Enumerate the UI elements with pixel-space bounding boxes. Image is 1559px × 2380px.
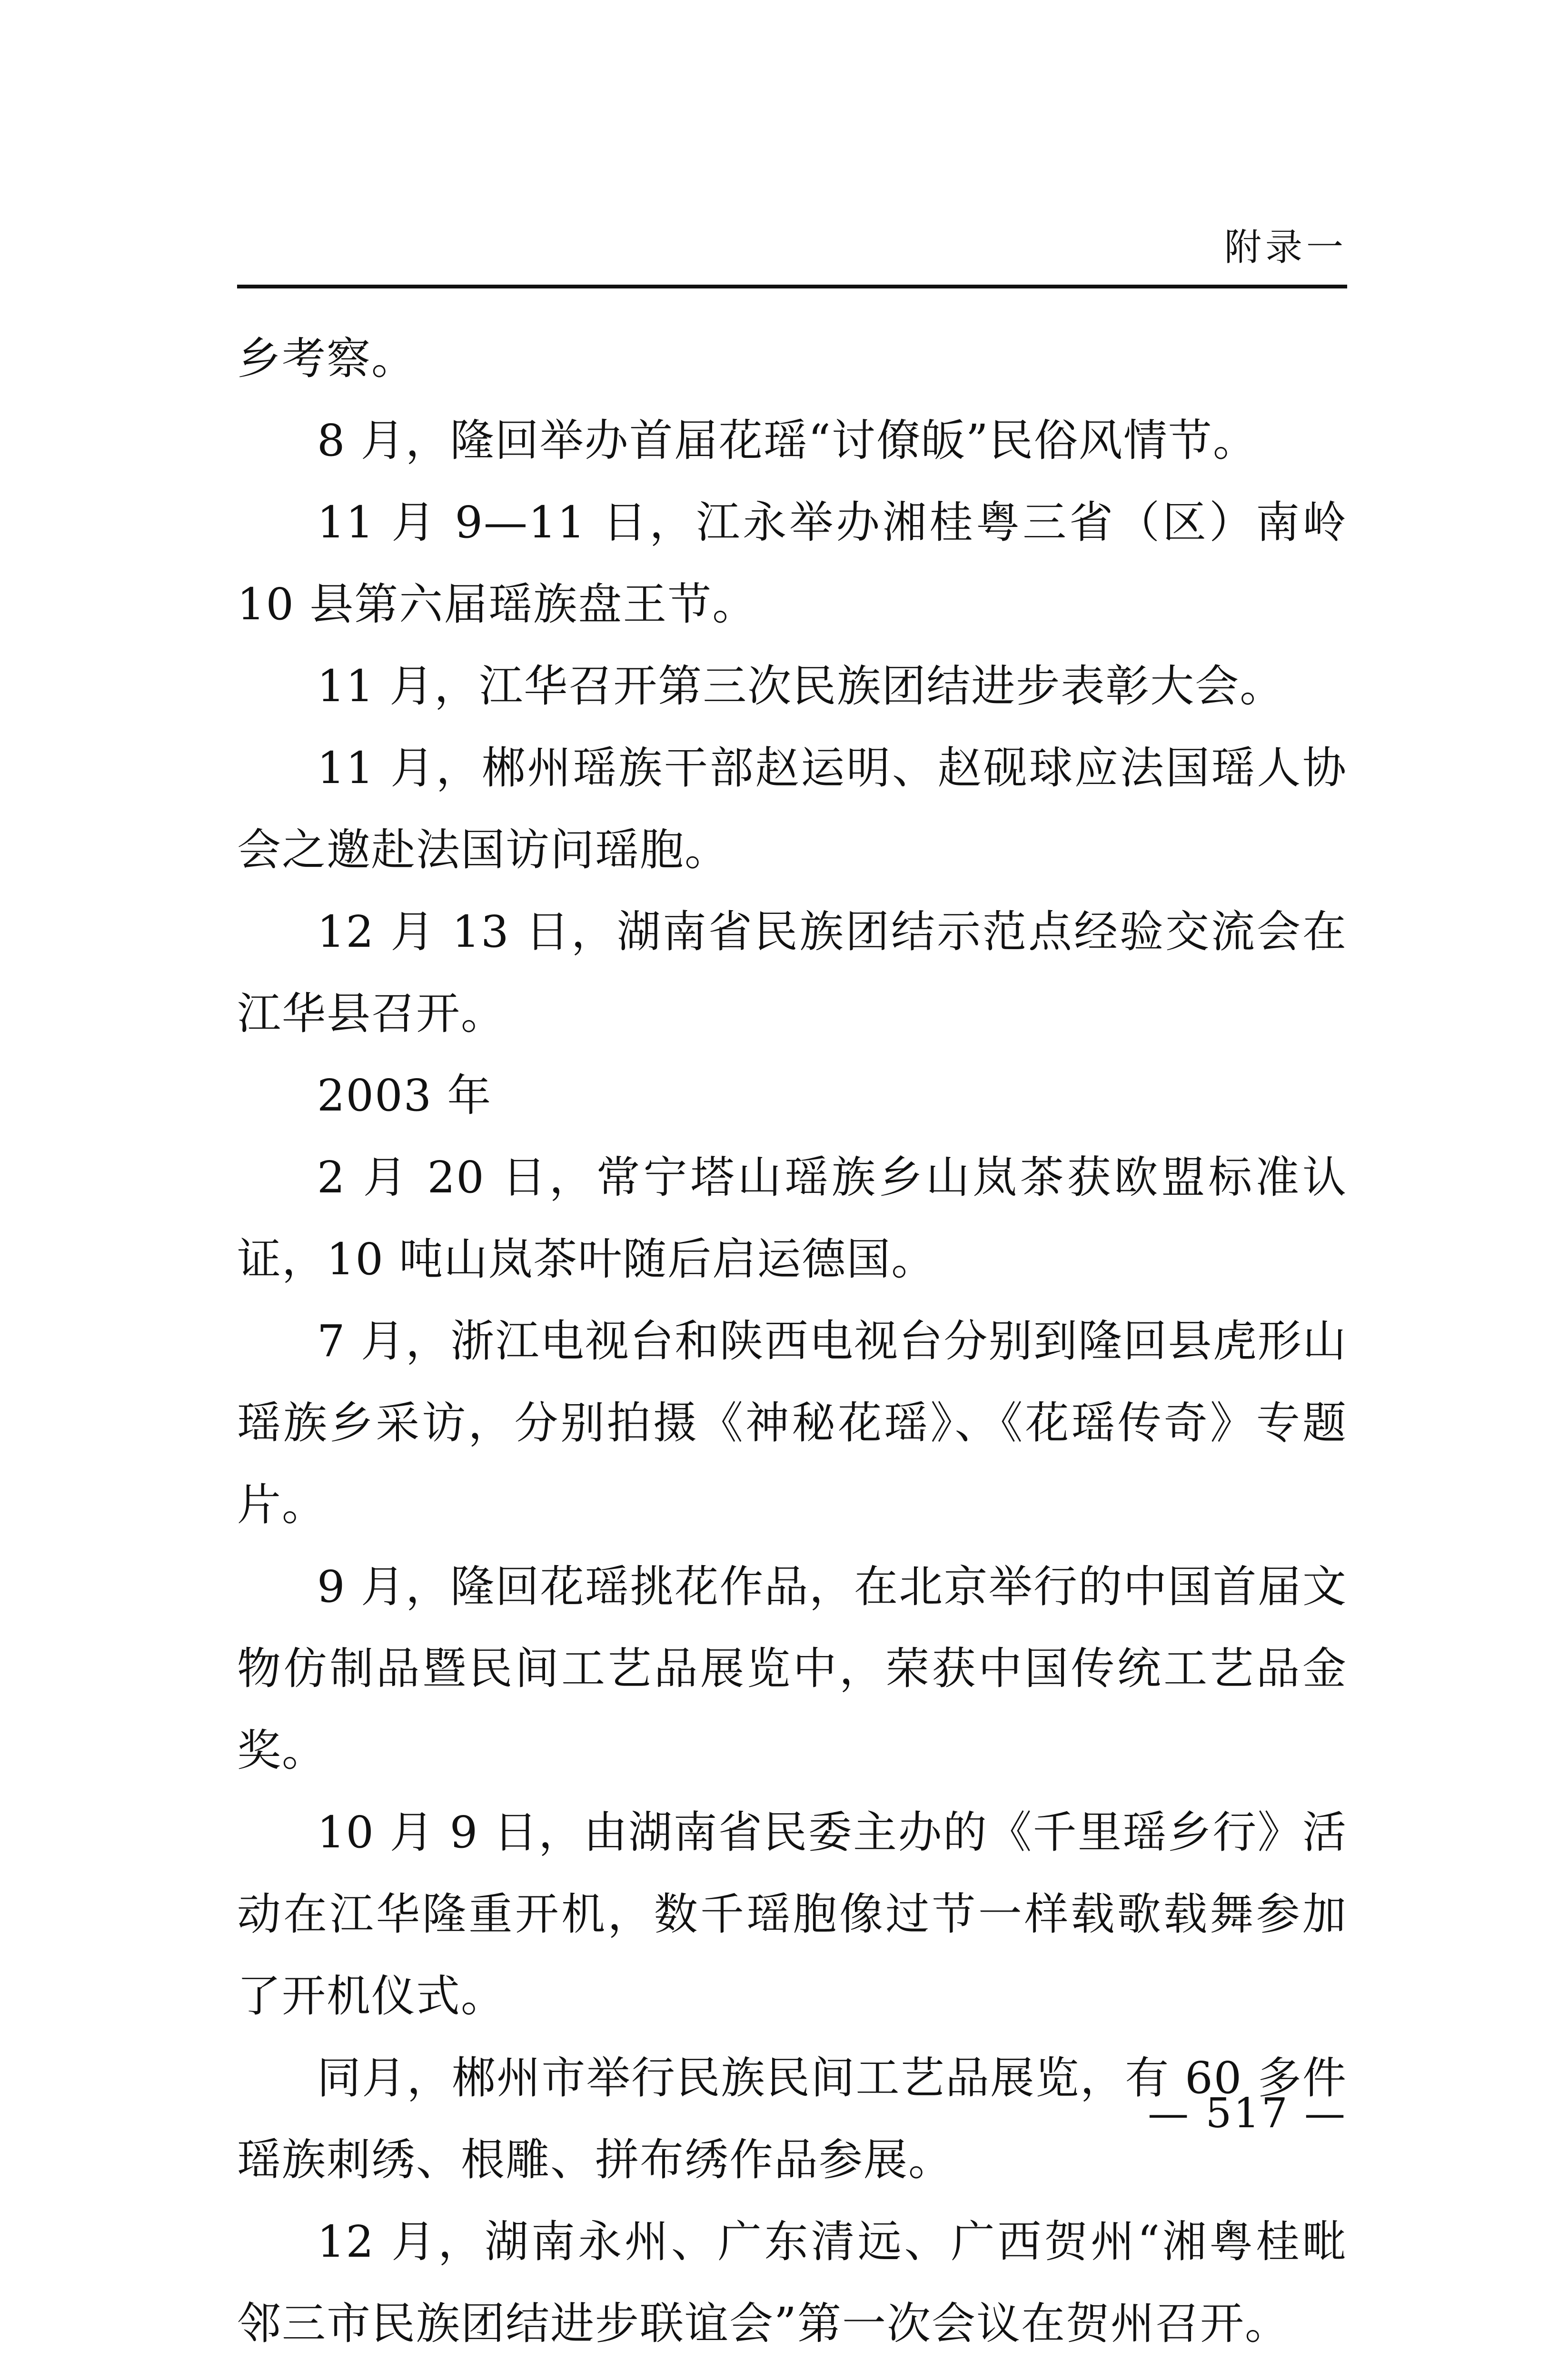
paragraph: 乡考察。	[237, 333, 417, 384]
paragraph: 10 月 9 日，由湖南省民委主办的《千里瑶乡行》活动在江华隆重开机，数千瑶胞像过节一样载歌载舞参加了开机仪式。	[237, 1807, 1347, 2022]
year-heading: 2003 年	[317, 1070, 492, 1121]
paragraph: 8 月，隆回举办首届花瑶“讨僚皈”民俗风情节。	[317, 415, 1258, 466]
paragraph: 2 月 20 日，常宁塔山瑶族乡山岚茶获欧盟标准认证，10 吨山岚茶叶随后启运德国。	[237, 1152, 1347, 1285]
page-number: — 517 —	[1148, 2090, 1347, 2137]
year-heading	[237, 2365, 1347, 2380]
paragraph: 9 月，隆回花瑶挑花作品，在北京举行的中国首届文物仿制品暨民间工艺品展览中，荣获中国传统工艺品金奖。	[237, 1561, 1347, 1776]
paragraph: 同月，郴州市举行民族民间工艺品展览，有 60 多件瑶族刺绣、根雕、拼布绣作品参展。	[237, 2053, 1347, 2185]
paragraph: 11 月，江华召开第三次民族团结进步表彰大会。	[317, 661, 1285, 712]
header-rule	[237, 285, 1347, 288]
paragraph: 7 月，浙江电视台和陕西电视台分别到隆回县虎形山瑶族乡采访，分别拍摄《神秘花瑶》、《花瑶传奇》专题片。	[237, 1316, 1347, 1530]
paragraph: 11 月，郴州瑶族干部赵运明、赵砚球应法国瑶人协会之邀赴法国访问瑶胞。	[237, 743, 1347, 875]
paragraph: 11 月 9—11 日，江永举办湘桂粤三省（区）南岭 10 县第六届瑶族盘王节。	[237, 497, 1347, 630]
running-head: 附录一	[1224, 226, 1347, 269]
paragraph: 12 月 13 日，湖南省民族团结示范点经验交流会在江华县召开。	[237, 906, 1347, 1039]
paragraph: 12 月，湖南永州、广东清远、广西贺州“湘粤桂毗邻三市民族团结进步联谊会”第一次会议在贺州召开。	[237, 2216, 1347, 2349]
body-text	[237, 318, 1347, 2380]
